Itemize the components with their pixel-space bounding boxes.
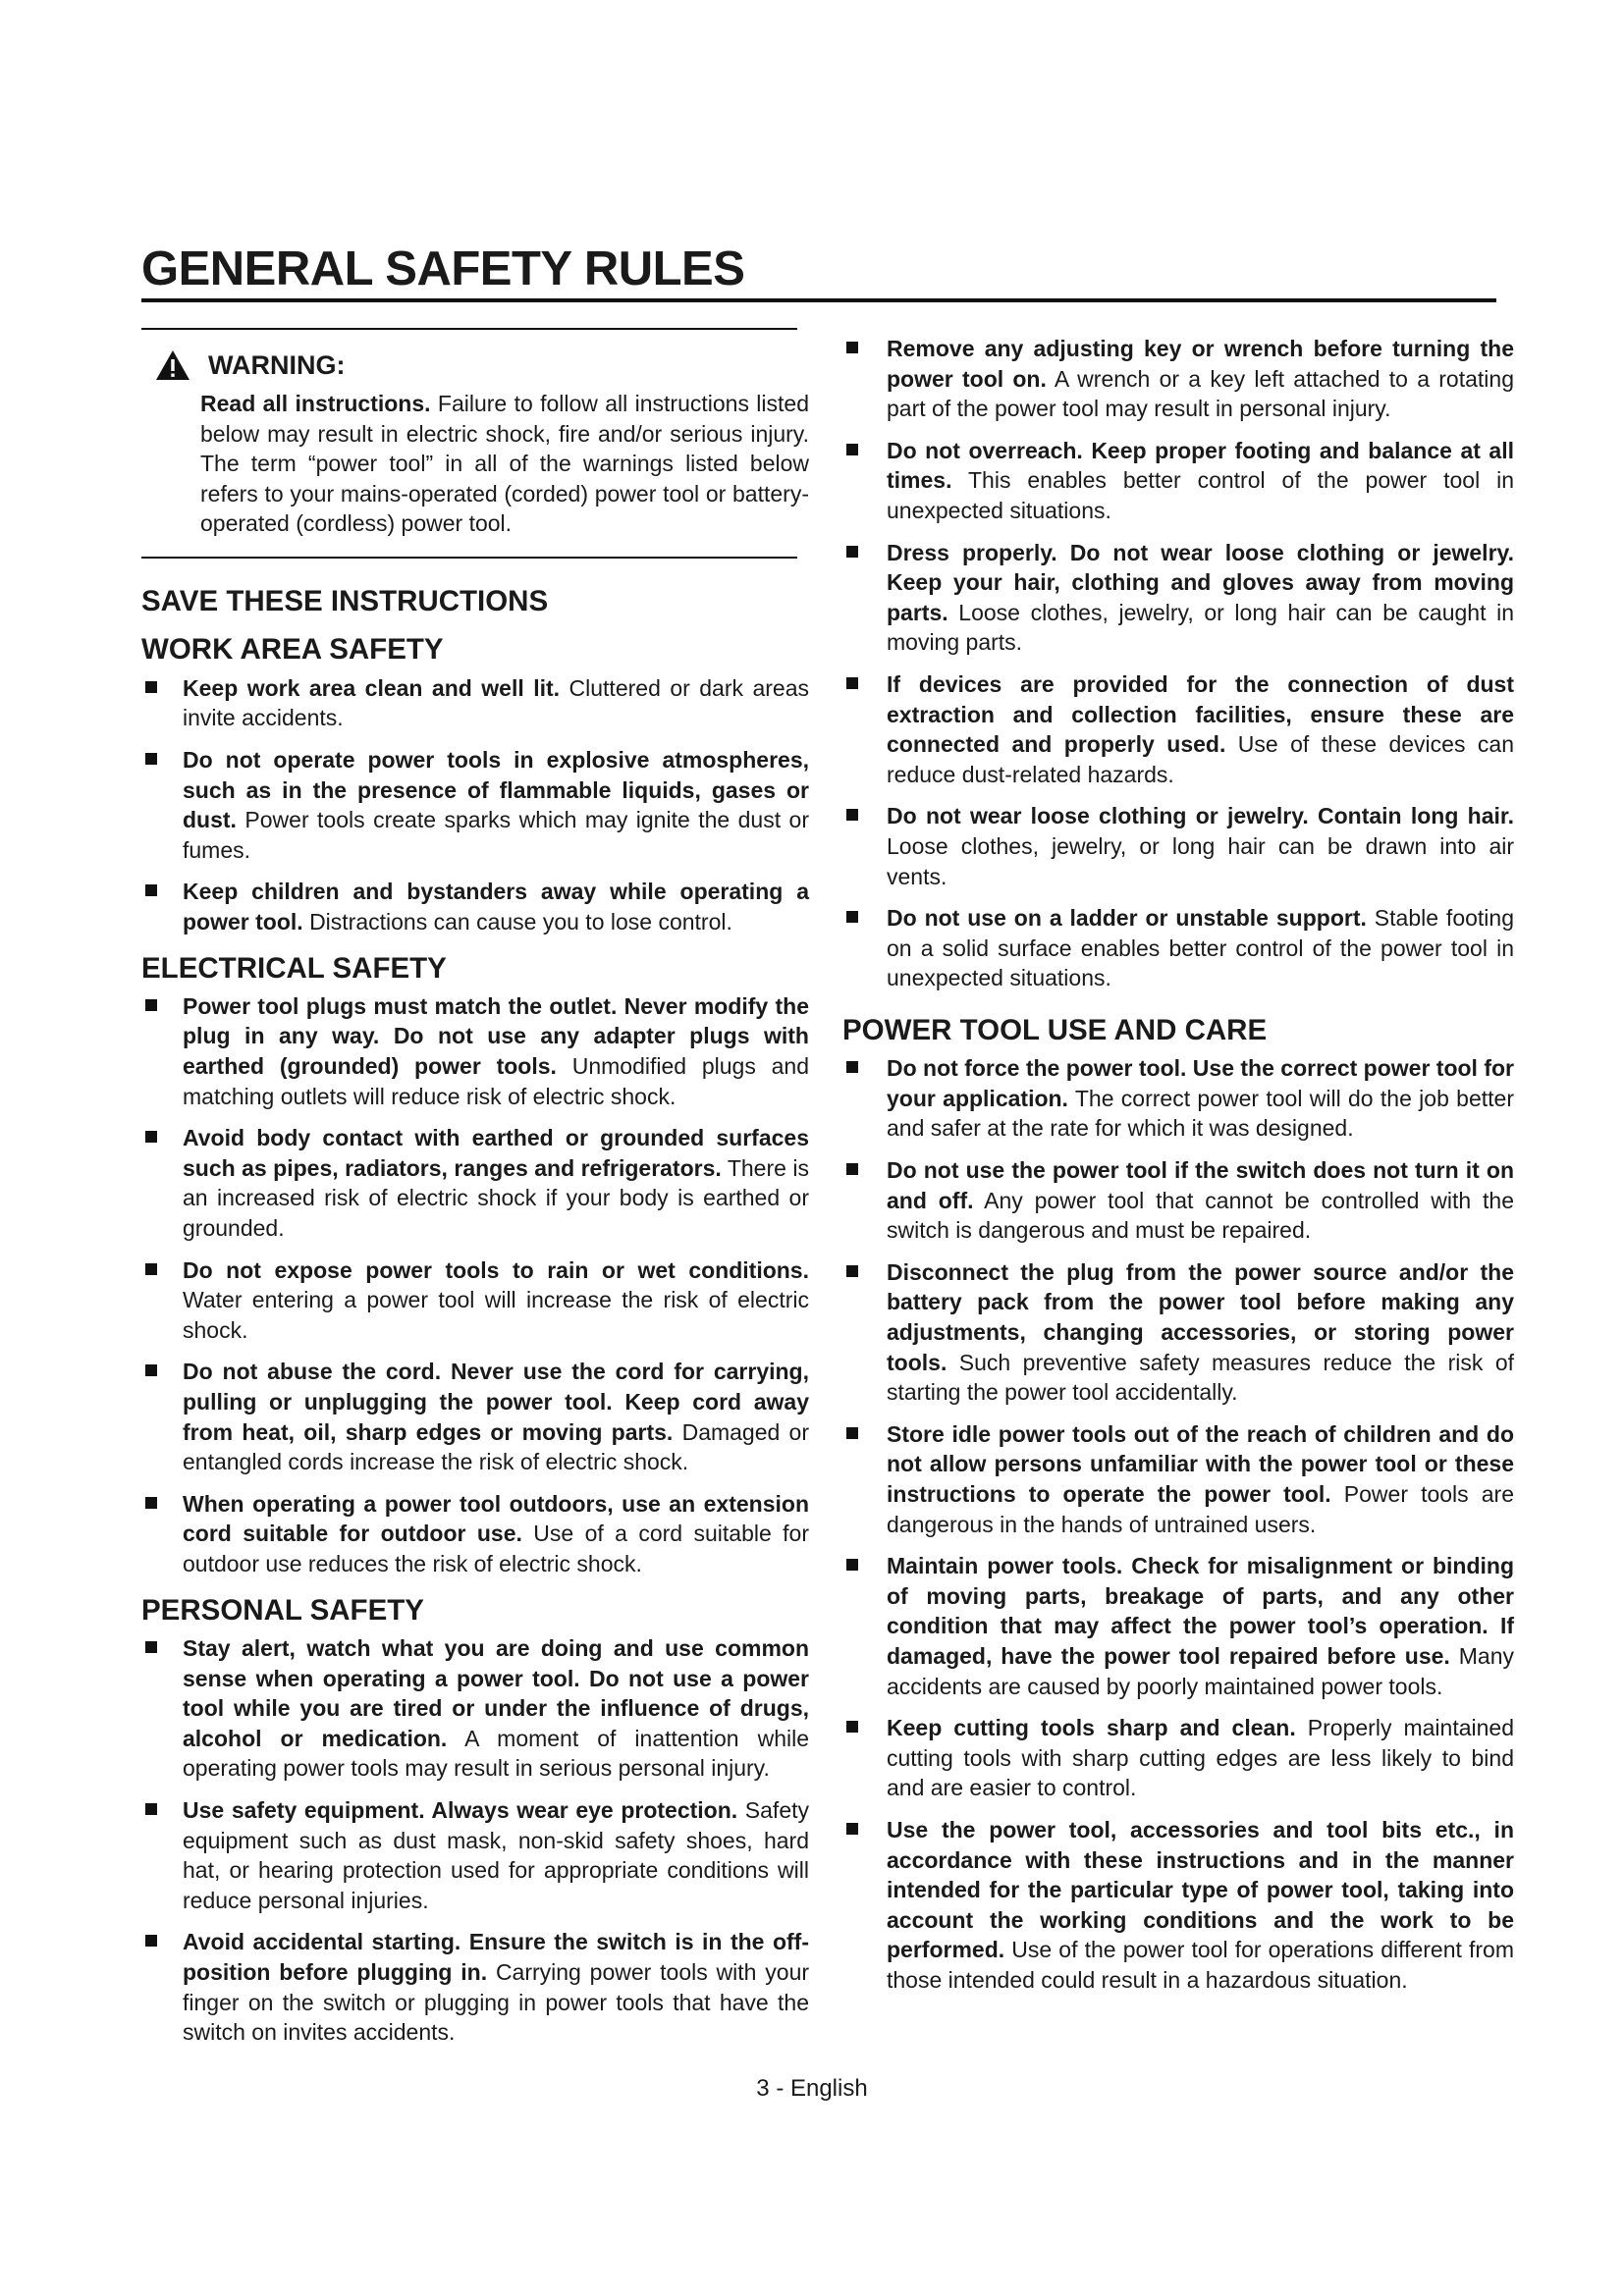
- bullet: [145, 1364, 157, 1376]
- list-item: [842, 538, 1514, 658]
- right-column: [842, 334, 1514, 2006]
- rule-lead: Stay alert, watch what you are doing and use common sense when operating a power tool. Do not use a power tool while you are tired or under the influence of drugs, alcohol or medication.: [183, 1634, 809, 1751]
- list-item: [141, 1927, 809, 2047]
- bullet: [145, 753, 157, 765]
- list-item: [141, 877, 809, 936]
- bullet: [145, 1131, 157, 1143]
- bullet: [145, 884, 157, 896]
- rule-lead: Do not force the power tool. Use the correct power tool for your application.: [887, 1055, 1514, 1111]
- bullet: [846, 1559, 858, 1571]
- rule-lead: Do not operate power tools in explosive atmospheres, such as in the presence of flammable liquids, gases or dust.: [183, 746, 809, 833]
- rule-lead: When operating a power tool outdoors, use an extension cord suitable for outdoor use.: [183, 1490, 809, 1547]
- title-rule: [141, 298, 1496, 302]
- list-item: [842, 903, 1514, 993]
- warning-box: [141, 328, 809, 578]
- list-item: [842, 1713, 1514, 1803]
- rule-text: Loose clothes, jewelry, or long hair can be caught in moving parts.: [887, 599, 1515, 656]
- tool-use-list: [842, 1053, 1514, 1995]
- warning-body: Failure to follow all instructions listed below may result in electric shock, fire and/or serious injury. The term “power tool” in all of the warnings listed below refers to your mains-operated (corded) power tool or battery-operated (cordless) power tool.: [200, 391, 809, 537]
- bullet: [846, 911, 858, 923]
- rule-lead: Avoid body contact with earthed or grounded surfaces such as pipes, radiators, ranges and refrigerators.: [183, 1125, 809, 1181]
- rule-text: Use of these devices can reduce dust-related hazards.: [887, 731, 1514, 787]
- work-area-heading: WORK AREA SAFETY: [141, 633, 444, 667]
- list-item: [141, 991, 809, 1111]
- list-item: [842, 1551, 1514, 1701]
- bullet: [846, 546, 858, 558]
- rule-lead: Do not use the power tool if the switch does not turn it on and off.: [887, 1157, 1514, 1213]
- rule-text: Unmodified plugs and matching outlets will reduce risk of electric shock.: [183, 1053, 810, 1109]
- warning-label: WARNING:: [208, 349, 346, 380]
- bullet: [846, 1427, 858, 1439]
- rule-text: The correct power tool will do the job better and safer at the rate for which it was designed.: [887, 1085, 1514, 1142]
- warning-top-rule: [141, 328, 797, 330]
- list-item: [141, 1633, 809, 1784]
- rule-text: Stable footing on a solid surface enables better control of the power tool in unexpected situations.: [887, 905, 1514, 991]
- rule-text: Loose clothes, jewelry, or long hair can be drawn into air vents.: [887, 832, 1514, 889]
- bullet: [846, 1061, 858, 1073]
- list-item: [141, 1123, 809, 1243]
- rule-lead: Power tool plugs must match the outlet. Never modify the plug in any way. Do not use any adapter plugs with earthed (grounded) power tools.: [183, 992, 809, 1080]
- list-item: [842, 1815, 1514, 1996]
- bullet: [846, 1163, 858, 1175]
- bullet: [846, 1721, 858, 1733]
- bullet: [145, 681, 157, 693]
- save-instructions-heading: SAVE THESE INSTRUCTIONS: [141, 584, 549, 617]
- bullet: [145, 1263, 157, 1275]
- list-item: [842, 801, 1514, 891]
- rule-text: Damaged or entangled cords increase the risk of electric shock.: [183, 1418, 810, 1475]
- list-item: [842, 1257, 1514, 1408]
- list-item: [842, 1053, 1514, 1144]
- list-item: [141, 745, 809, 865]
- rule-lead: Maintain power tools. Check for misalignment or binding of moving parts, breakage of parts, and any other condition that may affect the power tool’s operation. If damaged, have the power tool repaired before use.: [887, 1553, 1514, 1669]
- list-item: [141, 1489, 809, 1579]
- rule-lead: Store idle power tools out of the reach of children and do not allow persons unfamiliar with the power tool or these instructions to operate the power tool.: [887, 1420, 1514, 1507]
- rule-lead: Use the power tool, accessories and tool bits etc., in accordance with these instructions and in the manner intended for the particular type of power tool, taking into account the working conditions and the work to be performed.: [887, 1816, 1514, 1963]
- rule-text: Power tools are dangerous in the hands of untrained users.: [887, 1480, 1514, 1537]
- personal-heading: PERSONAL SAFETY: [141, 1593, 424, 1627]
- rule-text: A wrench or a key left attached to a rotating part of the power tool may result in personal injury.: [887, 365, 1514, 422]
- bullet: [846, 1265, 858, 1277]
- list-item: [141, 1255, 809, 1346]
- rule-text: Distractions can cause you to lose control.: [309, 908, 732, 934]
- rule-lead: Avoid accidental starting. Ensure the switch is in the off-position before plugging in.: [183, 1929, 809, 1985]
- electrical-list: [141, 991, 809, 1579]
- list-item: [141, 673, 809, 733]
- bullet: [846, 1823, 858, 1835]
- list-item: [842, 669, 1514, 789]
- warning-text: [200, 389, 809, 539]
- rule-text: Such preventive safety measures reduce the risk of starting the power tool accidentally.: [887, 1349, 1515, 1406]
- rule-text: Safety equipment such as dust mask, non-skid safety shoes, hard hat, or hearing protection used for appropriate conditions will reduce personal injuries.: [183, 1796, 810, 1913]
- rule-text: Cluttered or dark areas invite accidents.: [183, 674, 809, 731]
- list-item: [842, 436, 1514, 526]
- work-area-list: [141, 673, 809, 937]
- bullet: [846, 342, 858, 353]
- page-footer: 3 - English: [756, 2075, 868, 2102]
- bullet: [145, 1803, 157, 1815]
- rule-text: Use of the power tool for operations different from those intended could result in a hazardous situation.: [887, 1937, 1515, 1993]
- rule-lead: Do not overreach. Keep proper footing and balance at all times.: [887, 437, 1514, 494]
- rule-lead: Keep cutting tools sharp and clean.: [887, 1715, 1296, 1741]
- warning-heading: [155, 349, 809, 381]
- list-item: [842, 334, 1514, 424]
- bullet: [145, 1641, 157, 1653]
- rule-lead: Do not abuse the cord. Never use the cord for carrying, pulling or unplugging the power tool. Keep cord away from heat, oil, sharp edges or moving parts.: [183, 1359, 809, 1445]
- warning-triangle-icon: [155, 349, 190, 381]
- rule-lead: Do not wear loose clothing or jewelry. Contain long hair.: [887, 803, 1514, 829]
- electrical-heading: ELECTRICAL SAFETY: [141, 951, 447, 985]
- rule-text: Properly maintained cutting tools with sharp cutting edges are less likely to bind and are easier to control.: [887, 1715, 1514, 1801]
- rule-text: There is an increased risk of electric shock if your body is earthed or grounded.: [183, 1154, 809, 1242]
- list-item: [141, 1795, 809, 1915]
- bullet: [145, 1497, 157, 1509]
- rule-text: Many accidents are caused by poorly maintained power tools.: [887, 1642, 1514, 1699]
- page-title: GENERAL SAFETY RULES: [141, 242, 745, 295]
- rule-text: Power tools create sparks which may ignite the dust or fumes.: [183, 807, 810, 863]
- rule-lead: Dress properly. Do not wear loose clothing or jewelry. Keep your hair, clothing and gloves away from moving parts.: [887, 539, 1514, 625]
- rule-lead: If devices are provided for the connection of dust extraction and collection facilities, ensure these are connected and properly used.: [887, 670, 1514, 758]
- rule-lead: Use safety equipment. Always wear eye protection.: [183, 1796, 738, 1823]
- list-item: [842, 1419, 1514, 1539]
- list-item: [842, 1155, 1514, 1246]
- rule-lead: Disconnect the plug from the power source and/or the battery pack from the power tool before making any adjustments, changing accessories, or storing power tools.: [887, 1258, 1514, 1375]
- rule-text: Any power tool that cannot be controlled with the switch is dangerous and must be repaired.: [887, 1187, 1514, 1244]
- rule-lead: Remove any adjusting key or wrench before turning the power tool on.: [887, 336, 1514, 392]
- rule-text: A moment of inattention while operating power tools may result in serious personal injury.: [183, 1725, 809, 1782]
- warning-lead: Read all instructions.: [200, 391, 431, 416]
- rule-text: Carrying power tools with your finger on the switch or plugging in power tools that have the switch on invites accidents.: [183, 1958, 810, 2046]
- rule-lead: Do not expose power tools to rain or wet conditions.: [183, 1256, 809, 1283]
- left-column: [141, 328, 809, 2059]
- tool-use-heading: POWER TOOL USE AND CARE: [842, 1013, 1268, 1046]
- rule-lead: Keep work area clean and well lit.: [183, 674, 561, 701]
- bullet: [846, 809, 858, 821]
- rule-text: This enables better control of the power tool in unexpected situations.: [887, 467, 1514, 523]
- bullet: [846, 677, 858, 689]
- rule-lead: Do not use on a ladder or unstable support.: [887, 905, 1367, 932]
- rule-text: Use of a cord suitable for outdoor use reduces the risk of electric shock.: [183, 1521, 810, 1576]
- bullet: [145, 999, 157, 1011]
- bullet: [846, 444, 858, 455]
- list-item: [141, 1357, 809, 1476]
- warning-bottom-rule: [141, 557, 797, 559]
- rule-lead: Keep children and bystanders away while operating a power tool.: [183, 879, 809, 934]
- rule-text: Water entering a power tool will increase the risk of electric shock.: [183, 1287, 809, 1343]
- personal-list-right: [842, 334, 1514, 993]
- bullet: [145, 1935, 157, 1947]
- personal-list-left: [141, 1633, 809, 2048]
